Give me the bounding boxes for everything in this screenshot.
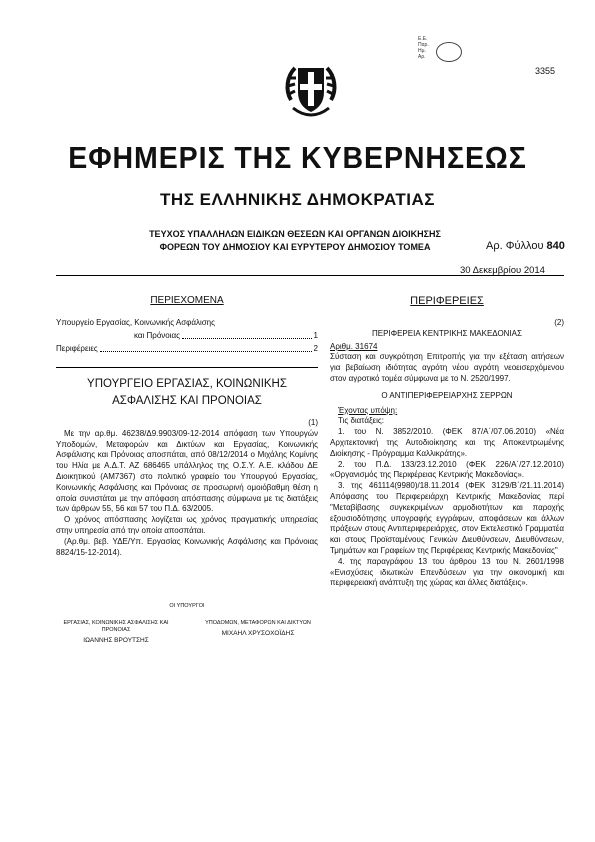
stamp-line: Αρ. [418,54,426,60]
regions-heading: ΠΕΡΙΦΕΡΕΙΕΣ [410,295,484,307]
decision-2-text [330,318,564,589]
toc-item[interactable]: Περιφέρειες 2 [56,344,318,353]
ministry-heading: ΥΠΟΥΡΓΕΙΟ ΕΡΓΑΣΙΑΣ, ΚΟΙΝΩΝΙΚΗΣ ΑΣΦΑΛΙΣΗΣ ΚΑΙ ΠΡΟΝΟΙΑΣ [87,378,287,407]
paragraph: Με την αρ.θμ. 46238/Δ9.9903/09-12-2014 απόφαση των Υπουργών Υποδομών, Μεταφορών και Δικτύων και Εργασίας, Κοινωνικής Ασφάλισης και Πρόνοιας αποσπάται, από 08/12/2014 ο Μιχάλης Κομίνης του Ηλία με Α.Δ.Τ. ΑΖ 686465 υπάλληλος της Ο.Σ.Υ. Α.Ε. κλάδου ΔΕ Διοικητικού (ΑΜ7367) στο πολιτικό γραφείο του Υπουργού Εργασίας, Κοινωνικής Ασφάλισης και Πρόνοιας σε προσωρινή ομοιόβαθμη θέση η οποία συνιστάται με την απόφαση απόσπασης σύμφωνα με τις διατάξεις των άρθρων 55, 56 και 57 του Π.Δ. 63/2005. [56,428,318,514]
decision-1-text [56,418,318,558]
toc-divider [56,367,318,368]
paragraph: Τις διατάξεις: [338,416,384,426]
signatory-right: ΥΠΟΔΟΜΩΝ, ΜΕΤΑΦΟΡΩΝ ΚΑΙ ΔΙΚΤΥΩΝ ΜΙΧΑΗΛ ΧΡΥΣΟΧΟΪΔΗΣ [198,620,318,644]
paragraph: Έχοντας υπόψη: [338,405,398,415]
signatory-name: ΜΙΧΑΗΛ ΧΡΥΣΟΧΟΪΔΗΣ [221,630,295,637]
table-of-contents [56,316,318,355]
decision-arithmos: Αριθμ. 31674 [330,341,378,351]
sheet-number-label: Αρ. Φύλλου [486,240,544,252]
signatory-left: ΕΡΓΑΣΙΑΣ, ΚΟΙΝΩΝΙΚΗΣ ΑΣΦΑΛΙΣΗΣ ΚΑΙ ΠΡΟΝΟΙΑΣ ΙΩΑΝΝΗΣ ΒΡΟΥΤΣΗΣ [56,620,176,644]
issue-type-line: ΦΟΡΕΩΝ ΤΟΥ ΔΗΜΟΣΙΟΥ ΚΑΙ ΕΥΡΥΤΕΡΟΥ ΔΗΜΟΣΙΟΥ ΤΟΜΕΑ [159,242,431,252]
signatures [56,603,318,644]
signature-seal-icon [436,42,462,62]
decision-number: (2) [554,318,564,327]
issue-date: 30 Δεκεμβρίου 2014 [460,265,545,276]
decision-subject: Σύσταση και συγκρότηση Επιτροπής για την εξέταση αιτήσεων για βεβαίωση ιδιότητας αγρότη νέου αγρότη νεοεισερχόμενου στον αγροτικό τομέα σύμφωνα με το Ν. 2520/1997. [330,352,564,383]
paragraph: 1. του Ν. 3852/2010. (ΦΕΚ 87/Α΄/07.06.2010) «Νέα Αρχιτεκτονική της Αυτοδιοίκησης και της Αποκεντρωμένης Διοίκησης - Πρόγραμμα Καλλικράτης». [330,427,564,458]
paragraph: 4. της παραγράφου 13 του άρθρου 13 του Ν. 2601/1998 «Ενισχύσεις ιδιωτικών Επενδύσεων για την οικονομική και περιφερειακή ανάπτυξη της χώρας και άλλες διατάξεις». [330,556,564,588]
stamp-line: Ημ. [418,48,426,54]
stamp-line: Παρ. [418,42,429,48]
paragraph: 3. της 461114(9980)/18.11.2014 (ΦΕΚ 3129/Β΄/21.11.2014) Απόφασης του Περιφερειάρχη Κεντρικής Μακεδονίας περί "Μεταβίβασης συγκεκριμένων αρμοδιοτήτων και παροχής εξουσιοδότησης υπογραφής εγγράφων, αποφάσεων και άλλων πράξεων στους Αντιπεριφερειάρχες, στον Εκτελεστικό Γραμματέα και στους Προϊσταμένους Γενικών Διευθύνσεων, Διευθύνσεων, Τμημάτων και Γραφείων της Περιφέρειας Κεντρικής Μακεδονίας" [330,481,564,555]
greek-coat-of-arms-icon [283,60,339,124]
toc-heading: ΠΕΡΙΕΧΟΜΕΝΑ [150,295,224,306]
paragraph: 2. του Π.Δ. 133/23.12.2010 (ΦΕΚ 226/Α΄/27.12.2010) «Οργανισμός της Περιφέρειας Κεντρικής Μακεδονίας». [330,459,564,480]
signatory-name: ΙΩΑΝΝΗΣ ΒΡΟΥΤΣΗΣ [83,637,149,644]
paragraph: Ο χρόνος απόσπασης λογίζεται ως χρόνος πραγματικής υπηρεσίας στην υπηρεσία από την οποία αποσπάται. [56,515,318,535]
gazette-title: ΕΦΗΜΕΡΙΣ ΤΗΣ ΚΥΒΕΡΝΗΣΕΩΣ [68,140,527,175]
issue-type-line: ΤΕΥΧΟΣ ΥΠΑΛΛΗΛΩΝ ΕΙΔΙΚΩΝ ΘΕΣΕΩΝ ΚΑΙ ΟΡΓΑΝΩΝ ΔΙΟΙΚΗΣΗΣ [149,229,441,239]
issue-type [110,228,480,254]
signatory-office: Ο ΑΝΤΙΠΕΡΙΦΕΡΕΙΑΡΧΗΣ ΣΕΡΡΩΝ [381,390,513,400]
paragraph: (Αρ.θμ. βεβ. ΥΔΕ/Υπ. Εργασίας Κοινωνικής Ασφάλισης και Πρόνοιας 8824/15-12-2014). [56,536,318,557]
toc-item[interactable]: Υπουργείο Εργασίας, Κοινωνικής Ασφάλισης [56,318,215,327]
page-number: 3355 [535,66,556,76]
region-name: ΠΕΡΙΦΕΡΕΙΑ ΚΕΝΤΡΙΚΗΣ ΜΑΚΕΔΟΝΙΑΣ [372,328,522,338]
digital-signature-stamp [418,36,478,60]
decision-number: (1) [308,418,318,427]
sheet-number-value: 840 [546,240,565,252]
gazette-subtitle: ΤΗΣ ΕΛΛΗΝΙΚΗΣ ΔΗΜΟΚΡΑΤΙΑΣ [160,190,435,209]
header-divider [56,275,564,276]
signatures-heading: ΟΙ ΥΠΟΥΡΓΟΙ [169,603,205,609]
toc-item[interactable]: και Πρόνοιας 1 [134,331,318,340]
stamp-line: Ε.Ε. [418,36,428,42]
sheet-number [486,240,565,252]
